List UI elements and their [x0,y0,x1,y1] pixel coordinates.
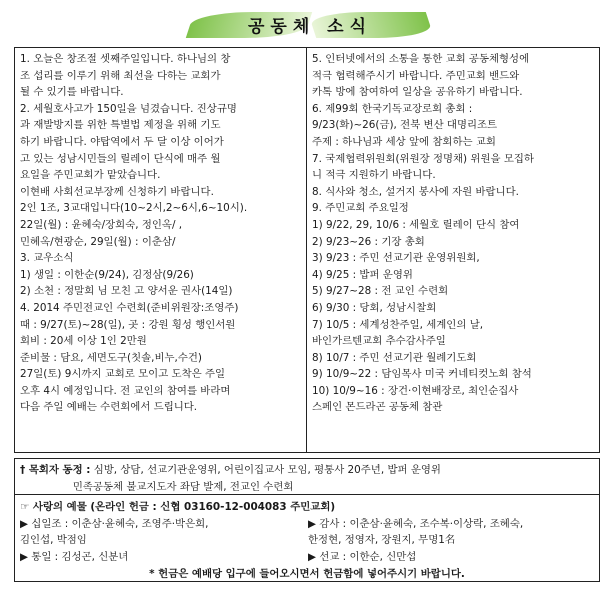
section-divider [14,494,600,495]
right-news-line: 6. 제99회 한국기독교장로회 총회 : [312,102,473,115]
offering-list [20,516,594,566]
left-news-line: 고 있는 성남시민들의 릴레이 단식에 매주 월 [20,152,221,165]
pastor-offering-box [14,458,600,582]
title-banner [190,8,430,42]
right-news-line: 5. 인터넷에서의 소통을 통한 교회 공동체형성에 [312,53,530,65]
right-news-line: 니 적극 지원하기 바랍니다. [312,169,436,182]
left-news-line: 될 수 있기를 바랍니다. [20,86,124,99]
page-title: 공동체 소식 [247,17,373,37]
news-column-right [307,48,599,452]
news-column-left [15,48,307,452]
offering-row [20,532,594,549]
left-news-line: 1. 오늘은 창조절 셋째주일입니다. 하나님의 창 [20,53,231,65]
left-news-line: 4. 2014 주민전교인 수련회(준비위원장:조영주) [20,301,239,314]
left-news-line: 이현배 사회선교부장께 신청하기 바랍니다. [20,185,214,198]
left-news-line: 3. 교우소식 [20,252,74,265]
right-news-line: 3) 9/23 : 주민 선교기관 운영위원회, [312,252,480,265]
pastor-activities [20,462,594,479]
left-news-line: 다음 주일 예배는 수련회에서 드립니다. [20,401,198,414]
left-news-line: 회비 : 20세 이상 1인 2만원 [20,335,147,348]
right-news-line: 스페인 몬드라곤 공동체 참관 [312,401,443,414]
left-news-line: 과 재발방지를 위한 특별법 제정을 위해 기도 [20,119,221,132]
right-news-line: 9. 주민교회 주요일정 [312,202,409,215]
left-news-line: 2) 소천 : 정말희 님 모친 고 양서운 권사(14일) [20,285,233,298]
right-news-line: 5) 9/27~28 : 전 교인 수련회 [312,285,449,298]
left-news-line: 2인 1조, 3교대입니다(10~2시,2~6시,6~10시). [20,202,248,215]
right-news-line: 6) 9/30 : 당회, 성남시찰회 [312,301,437,314]
left-news-line: 민혜옥/현광순, 29일(월) : 이춘삼/ [20,235,176,248]
pastor-text-2: 민족공동체 불교지도자 좌담 발제, 전교인 수련회 [72,480,294,493]
right-news-line: 9) 10/9~22 : 담임목사 미국 커네티컷노회 참석 [312,368,532,381]
right-news-line: 주제 : 하나님과 세상 앞에 참회하는 교회 [312,135,496,148]
offering-row [20,516,594,533]
right-news-line: 7. 국제협력위원회(위원장 정명채) 위원을 모집하 [312,152,534,165]
news-box [14,47,600,453]
left-news-line: 하기 바랍니다. 야탑역에서 두 달 이상 이어가 [20,135,224,148]
left-news-line: 1) 생일 : 이한순(9/24), 김정삼(9/26) [20,268,194,281]
right-news-line: 10) 10/9~16 : 장건·이현배장로, 최인순집사 [312,384,519,397]
offering-cell: 한정현, 정영자, 장원지, 무명1名 [308,534,456,547]
offering-note: * 헌금은 예배당 입구에 들어오시면서 헌금함에 넣어주시기 바랍니다. [149,567,465,580]
right-news-line: 바인가르텐교회 추수감사주일 [312,335,446,348]
left-news-line: 오후 4시 예정입니다. 전 교인의 참여를 바라며 [20,384,231,397]
left-news-line: 27일(토) 9시까지 교회로 모이고 도착은 주일 [20,368,226,381]
left-news-line: 요일을 주민교회가 맡았습니다. [20,169,161,182]
left-news-line: 준비물 : 담요, 세면도구(칫솔,비누,수건) [20,351,202,364]
left-news-line: 22일(월) : 윤혜숙/장희숙, 정인옥/ , [20,218,183,231]
offering-cell: ▶ 감사 : 이춘삼·윤혜숙, 조수복·이상락, 조혜숙, [308,517,524,530]
offering-cell: ▶ 십일조 : 이춘삼·윤혜숙, 조영주·박은희, [20,517,209,530]
left-news-line: 조 섭리를 이루기 위해 최선을 다하는 교회가 [20,69,221,82]
right-news-line: 7) 10/5 : 세계성찬주일, 세계인의 날, [312,318,484,331]
right-news-line: 1) 9/22, 29, 10/6 : 세월호 릴레이 단식 참여 [312,218,520,231]
left-news-line: 때 : 9/27(토)~28(일), 곳 : 강원 횡성 행인서원 [20,318,236,331]
offering-cell: ▶ 통일 : 김성곤, 신분녀 [20,550,129,563]
right-news-line: 9/23(화)~26(금), 전북 변산 대명리조트 [312,119,498,132]
right-news-line: 카톡 방에 참여하여 일상을 공유하기 바랍니다. [312,86,523,99]
right-news-line: 2) 9/23~26 : 기장 총회 [312,235,425,248]
pastor-text-1: 심방, 상담, 선교기관운영위, 어린이집교사 모임, 평통사 20주년, 밥퍼 운영위 [93,464,441,476]
right-news-line: 4) 9/25 : 밥퍼 운영위 [312,268,413,281]
pastor-label: † 목회자 동정 : [20,464,91,476]
offering-cell: 김인섭, 박점임 [20,534,87,547]
offering-cell: ▶ 선교 : 이한순, 신만섭 [308,550,417,563]
right-news-line: 8) 10/7 : 주민 선교기관 월례기도회 [312,351,477,364]
offering-row [20,549,594,566]
right-news-line: 적극 협력해주시기 바랍니다. 주민교회 밴드와 [312,69,520,82]
pastor-activities-cont [20,479,594,496]
right-news-line: 8. 식사와 청소, 설거지 봉사에 자원 바랍니다. [312,185,519,198]
left-news-line: 2. 세월호사고가 150일을 넘겼습니다. 진상규명 [20,102,237,115]
offering-heading: ☞ 사랑의 예물 (온라인 헌금 : 신협 03160-12-004083 주민교회) [20,501,336,514]
